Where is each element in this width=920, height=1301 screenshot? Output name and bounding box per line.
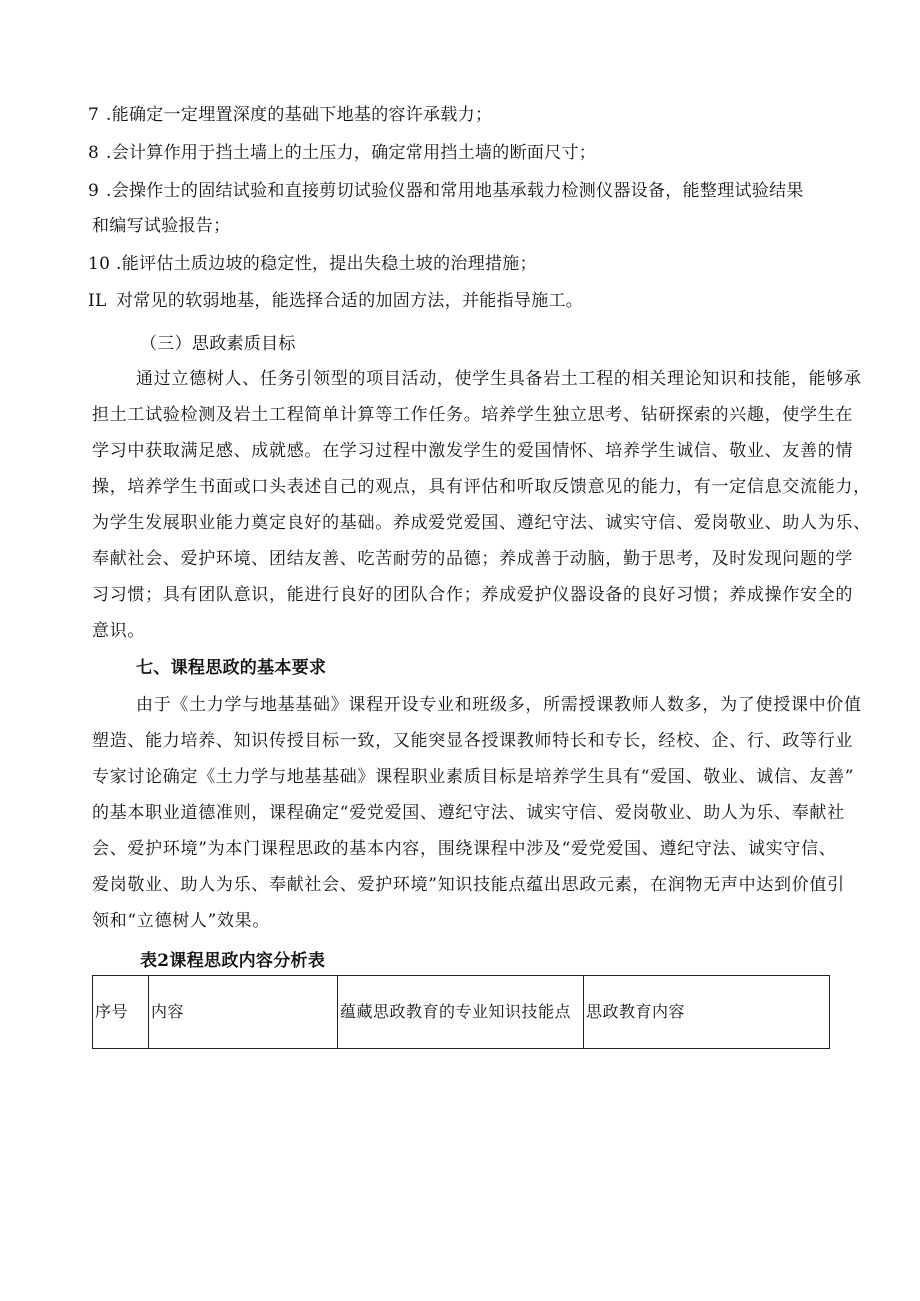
list-item-8 (88, 142, 596, 164)
paragraph-line: 专家讨论确定《土力学与地基基础》课程职业素质目标是培养学生具有“爱国、敬业、诚信、友善” (92, 767, 855, 787)
list-text: .能确定一定埋置深度的基础下地基的容许承载力； (106, 105, 493, 125)
list-number: IL (88, 291, 107, 311)
paragraph-line: 通过立德树人、任务引领型的项目活动，使学生具备岩土工程的相关理论知识和技能，能够承 (136, 369, 862, 389)
paragraph-line: 担土工试验检测及岩土工程简单计算等工作任务。培养学生独立思考、钻研探索的兴趣，使学生在 (92, 405, 854, 425)
list-text: .会计算作用于挡土墙上的土压力，确定常用挡土墙的断面尺寸； (106, 143, 597, 163)
paragraph-line: 操，培养学生书面或口头表述自己的观点，具有评估和听取反馈意见的能力，有一定信息交流能力， (92, 477, 871, 497)
paragraph-line: 意识。 (92, 621, 146, 641)
paragraph-line: 领和“立德树人”效果。 (92, 911, 271, 931)
paragraph-line: 为学生发展职业能力奠定良好的基础。养成爱党爱国、遵纪守法、诚实守信、爱岗敬业、助人为乐、 (92, 513, 871, 533)
paragraph-line: 习习惯；具有团队意识，能进行良好的团队合作；养成爱护仪器设备的良好习惯；养成操作安全的 (92, 585, 854, 605)
list-item-7 (88, 104, 492, 126)
paragraph-line: 学习中获取满足感、成就感。在学习过程中激发学生的爱国情怀、培养学生诚信、敬业、友善的情 (92, 441, 854, 461)
list-number: 9 (88, 181, 100, 201)
table-header-row (93, 976, 830, 1049)
subsection-heading: （三）思政素质目标 (140, 334, 296, 354)
paragraph-line: 的基本职业道德准则，课程确定“爱党爱国、遵纪守法、诚实守信、爱岗敬业、助人为乐、奉献社 (92, 803, 845, 823)
header-cell-education-content: 思政教育内容 (584, 976, 830, 1049)
list-number: 8 (88, 143, 100, 163)
content-analysis-table (92, 975, 830, 1049)
list-item-9 (88, 180, 804, 202)
list-item-11 (88, 290, 583, 312)
paragraph-line: 由于《土力学与地基基础》课程开设专业和班级多，所需授课教师人数多，为了使授课中价值 (136, 695, 862, 715)
paragraph-line: 爱岗敬业、助人为乐、奉献社会、爱护环境”知识技能点蕴出思政元素，在润物无声中达到价值引 (92, 875, 845, 895)
section-heading: 七、课程思政的基本要求 (136, 658, 327, 678)
header-cell-index: 序号 (93, 976, 149, 1049)
list-text: 对常见的软弱地基，能选择合适的加固方法，并能指导施工。 (116, 291, 584, 311)
list-number: 7 (88, 105, 100, 125)
list-text: .会操作士的固结试验和直接剪切试验仪器和常用地基承载力检测仪器设备，能整理试验结果 (106, 181, 804, 201)
paragraph-line: 塑造、能力培养、知识传授目标一致，又能突显各授课教师特长和专长，经校、企、行、政等行业 (92, 731, 854, 751)
list-item-9-continuation: 和编写试验报告； (92, 216, 231, 236)
list-number: 10 (88, 254, 111, 274)
header-cell-knowledge-points: 蕴藏思政教育的专业知识技能点 (338, 976, 584, 1049)
header-cell-content: 内容 (149, 976, 338, 1049)
paragraph-line: 会、爱护环境”为本门课程思政的基本内容，围绕课程中涉及“爱党爱国、遵纪守法、诚实守信、 (92, 839, 837, 859)
table-caption: 表2课程思政内容分析表 (140, 951, 326, 971)
paragraph-line: 奉献社会、爱护环境、团结友善、吃苦耐劳的品德；养成善于动脑，勤于思考，及时发现问题的学 (92, 549, 854, 569)
list-item-10 (88, 253, 537, 275)
list-text: .能评估土质边坡的稳定性，提出失稳土坡的治理措施； (116, 254, 537, 274)
